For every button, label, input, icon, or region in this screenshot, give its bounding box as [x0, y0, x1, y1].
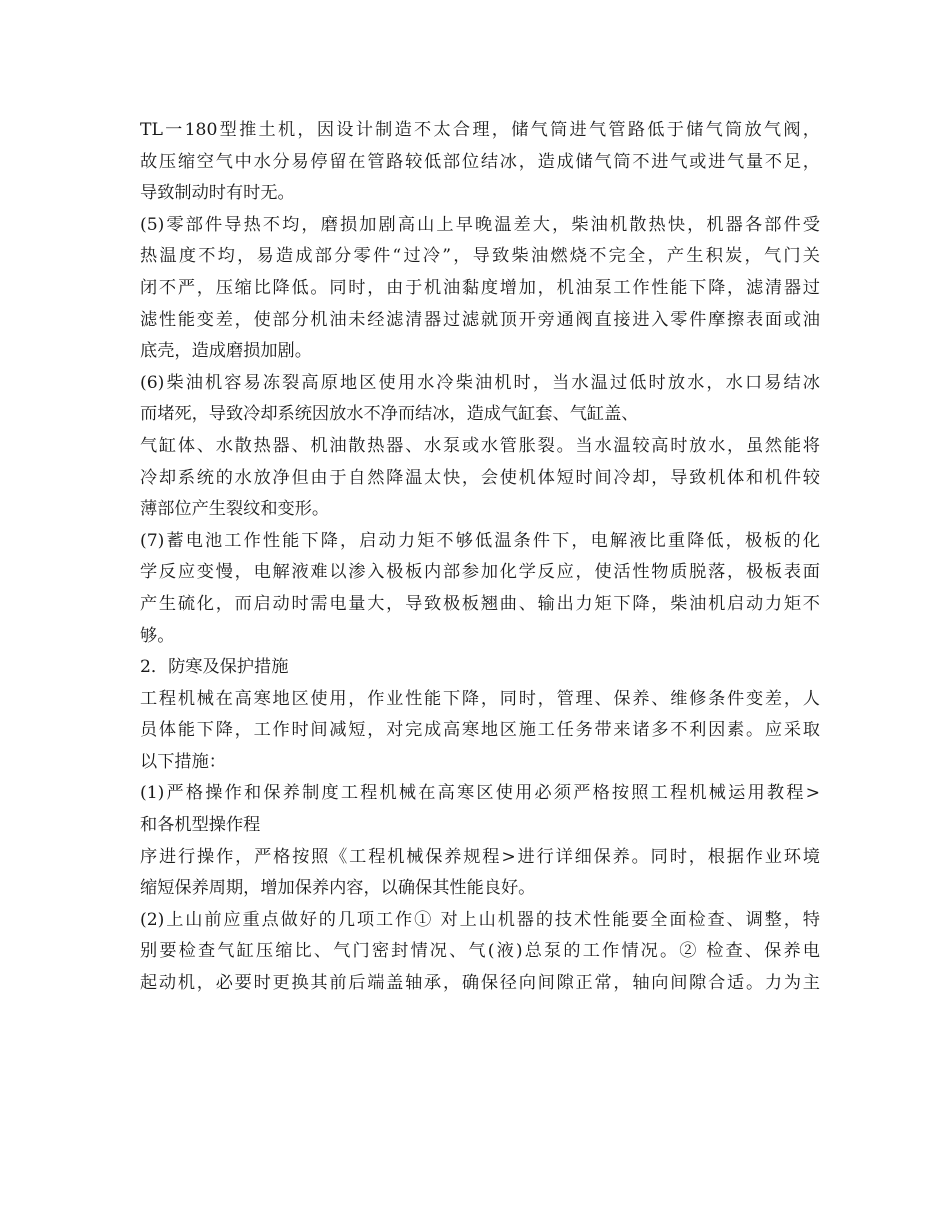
text-line: (2)上山前应重点做好的几项工作① 对上山机器的技术性能要全面检查、调整，特: [140, 909, 820, 930]
text-line: 员体能下降，工作时间减短，对完成高寒地区施工任务带来诸多不利因素。应采取: [140, 720, 820, 741]
text-line: TL一180型推土机，因设计制造不太合理，储气筒进气管路低于储气筒放气阀，: [140, 120, 820, 140]
text-line: 闭不严，压缩比降低。同时，由于机油黏度增加，机油泵工作性能下降，滤清器过: [140, 277, 820, 298]
text-line: 学反应变慢，电解液难以渗入极板内部参加化学反应，使活性物质脱落，极板表面: [140, 562, 820, 583]
text-line: 起动机，必要时更换其前后端盖轴承，确保径向间隙正常，轴向间隙合适。力为主: [140, 973, 820, 994]
text-line: 和各机型操作程: [140, 815, 261, 836]
text-line: (1)严格操作和保养制度工程机械在高寒区使用必须严格按照工程机械运用教程>: [140, 783, 820, 804]
text-line: (5)零部件导热不均，磨损加剧高山上早晚温差大，柴油机散热快，机器各部件受: [140, 214, 820, 235]
text-line: 热温度不均，易造成部分零件“过冷”，导致柴油燃烧不完全，产生积炭，气门关: [140, 246, 820, 267]
text-line: 序进行操作，严格按照《工程机械保养规程>进行详细保养。同时，根据作业环境: [140, 846, 820, 867]
text-line: 以下措施：: [140, 751, 226, 772]
text-line: (7)蓄电池工作性能下降，启动力矩不够低温条件下，电解液比重降低，极板的化: [140, 530, 820, 551]
text-line: 故压缩空气中水分易停留在管路较低部位结冰，造成储气筒不进气或进气量不足，: [140, 151, 820, 172]
section-heading: 2．防寒及保护措施: [140, 657, 289, 678]
text-line: 薄部位产生裂纹和变形。: [140, 499, 330, 520]
text-line: 气缸体、水散热器、机油散热器、水泵或水管胀裂。当水温较高时放水，虽然能将: [140, 435, 820, 456]
text-line: 冷却系统的水放净但由于自然降温太快，会使机体短时间冷却，导致机体和机件较: [140, 467, 820, 488]
text-line: (6)柴油机容易冻裂高原地区使用水冷柴油机时，当水温过低时放水，水口易结冰: [140, 372, 820, 393]
text-line: 滤性能变差，使部分机油未经滤清器过滤就顶开旁通阀直接进入零件摩擦表面或油: [140, 309, 820, 330]
text-line: 产生硫化，而启动时需电量大，导致极板翘曲、输出力矩下降，柴油机启动力矩不: [140, 593, 820, 614]
text-line: 别要检查气缸压缩比、气门密封情况、气(液)总泵的工作情况。② 检查、保养电: [140, 941, 820, 962]
text-line: 缩短保养周期，增加保养内容，以确保其性能良好。: [140, 878, 536, 899]
text-line: 底壳，造成磨损加剧。: [140, 341, 312, 362]
text-line: 够。: [140, 625, 175, 646]
text-line: 工程机械在高寒地区使用，作业性能下降，同时，管理、保养、维修条件变差，人: [140, 688, 820, 709]
document-body: [140, 115, 820, 1000]
text-line: 导致制动时有时无。: [140, 183, 295, 204]
text-line: 而堵死，导致冷却系统因放水不净而结冰，造成气缸套、气缸盖、: [140, 404, 639, 425]
